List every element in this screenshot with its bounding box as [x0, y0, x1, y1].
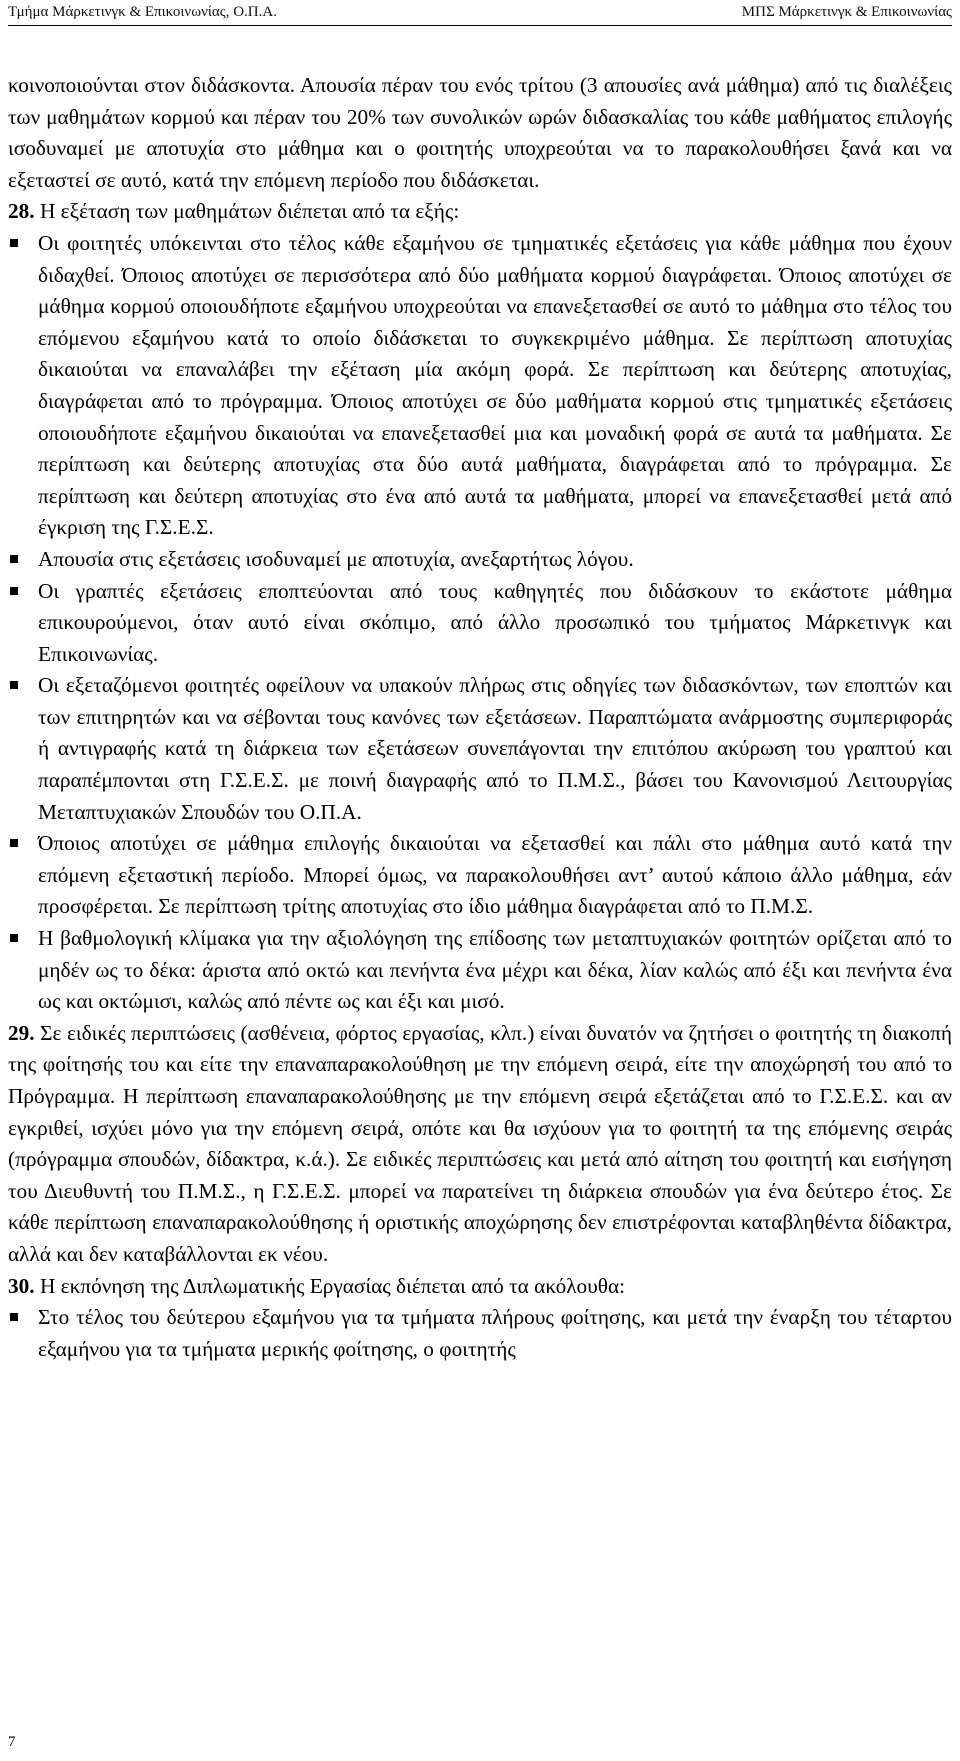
- bullet-icon: [10, 587, 18, 595]
- section-29-number: 29.: [8, 1020, 35, 1045]
- section-28-heading: [8, 196, 952, 228]
- list-item: [8, 923, 952, 1018]
- list-item: [8, 828, 952, 923]
- list-item: [8, 544, 952, 576]
- list-item-text: Οι γραπτές εξετάσεις εποπτεύονται από τους καθηγητές που διδάσκουν το εκάστοτε μάθημα επικουρούμενοι, όταν αυτό είναι σκόπιμο, από άλλο προσωπικό του τμήματος Μάρκετινγκ και Επικοινωνίας.: [38, 578, 952, 666]
- header-left: Τμήμα Μάρκετινγκ & Επικοινωνίας, Ο.Π.Α.: [8, 4, 277, 20]
- list-item: [8, 228, 952, 544]
- list-item-text: Στο τέλος του δεύτερου εξαμήνου για τα τμήματα πλήρους φοίτησης, και μετά την έναρξη του τέταρτου εξαμήνου για τα τμήματα μερικής φοίτησης, ο φοιτητής: [38, 1305, 952, 1361]
- bullet-icon: [10, 1313, 18, 1321]
- bullet-icon: [10, 681, 18, 689]
- bullet-icon: [10, 839, 18, 847]
- bullet-icon: [10, 555, 18, 563]
- section-30-heading: [8, 1271, 952, 1303]
- section-29-paragraph: [8, 1018, 952, 1271]
- header-rule: [8, 25, 952, 26]
- section-29-text: Σε ειδικές περιπτώσεις (ασθένεια, φόρτος εργασίας, κλπ.) είναι δυνατόν να ζητήσει ο φοιτητής τη διακοπή της φοίτησής του και είτε την επαναπαρακολούθηση με την επόμενη σειρά, είτε την αποχώρησή του από το Πρόγραμμα. Η περίπτωση επαναπαρακολούθησης με την επόμενη σειρά εξετάζεται από το Γ.Σ.Ε.Σ. και αν εγκριθεί, ισχύει μόνο για την επόμενη σειρά, οπότε και θα ισχύουν για το φοιτητή τα της επόμενης σειράς (πρόγραμμα σπουδών, δίδακτρα, κ.ά.). Σε ειδικές περιπτώσεις και μετά από αίτηση του φοιτητή και εισήγηση του Διευθυντή του Π.Μ.Σ., η Γ.Σ.Ε.Σ. μπορεί να παρατείνει τη διάρκεια σπουδών για ένα δεύτερο έτος. Σε κάθε περίπτωση επαναπαρακολούθησης ή οριστικής αποχώρησης δεν επιστρέφονται καταβληθέντα δίδακτρα, αλλά και δεν καταβάλλονται εκ νέου.: [8, 1020, 952, 1266]
- section-28-text: Η εξέταση των μαθημάτων διέπεται από τα εξής:: [39, 199, 460, 224]
- section-30-text: Η εκπόνηση της Διπλωματικής Εργασίας διέπεται από τα ακόλουθα:: [39, 1273, 626, 1298]
- section-30-number: 30.: [8, 1273, 35, 1298]
- intro-paragraph: κοινοποιούνται στον διδάσκοντα. Απουσία πέραν του ενός τρίτου (3 απουσίες ανά μάθημα) από τις διαλέξεις των μαθημάτων κορμού και πέραν του 20% των συνολικών ωρών διδασκαλίας του κάθε μαθήματος επιλογής ισοδυναμεί με αποτυχία στο μάθημα και ο φοιτητής υποχρεούται να το παρακολουθήσει ξανά και να εξεταστεί σε αυτό, κατά την επόμενη περίοδο που διδάσκεται.: [8, 73, 952, 192]
- page-number: 7: [8, 1734, 16, 1750]
- page-header: [8, 4, 952, 26]
- list-item-text: Οι φοιτητές υπόκεινται στο τέλος κάθε εξαμήνου σε τμηματικές εξετάσεις για κάθε μάθημα που έχουν διδαχθεί. Όποιος αποτύχει σε περισσότερα από δύο μαθήματα κορμού διαγράφεται. Όποιος αποτύχει σε μάθημα κορμού οποιουδήποτε εξαμήνου υποχρεούται να επανεξετασθεί σε αυτό το μάθημα στο τέλος του επόμενου εξαμήνου κατά το οποίο διδάσκεται το συγκεκριμένο μάθημα. Σε περίπτωση αποτυχίας δικαιούται να επαναλάβει την εξέταση μία ακόμη φορά. Σε περίπτωση και δεύτερης αποτυχίας, διαγράφεται από το πρόγραμμα. Όποιος αποτύχει σε δύο μαθήματα κορμού στις τμηματικές εξετάσεις οποιουδήποτε εξαμήνου δικαιούται να επανεξετασθεί μια και μοναδική φορά σε αυτά τα μαθήματα. Σε περίπτωση και δεύτερης αποτυχίας στα δύο αυτά μαθήματα, διαγράφεται από το πρόγραμμα. Σε περίπτωση και δεύτερη αποτυχίας στο ένα από αυτά τα μαθήματα, μπορεί να επανεξετασθεί μετά από έγκριση της Γ.Σ.Ε.Σ.: [38, 230, 952, 540]
- list-item: [8, 670, 952, 828]
- list-item: [8, 576, 952, 671]
- list-item-text: Οι εξεταζόμενοι φοιτητές οφείλουν να υπακούν πλήρως στις οδηγίες των διδασκόντων, των εποπτών και των επιτηρητών και να σέβονται τους κανόνες των εξετάσεων. Παραπτώματα ανάρμοστης συμπεριφοράς ή αντιγραφής κατά τη διάρκεια των εξετάσεων συνεπάγονται την επιτόπου ακύρωση του γραπτού και παραπέμπονται στη Γ.Σ.Ε.Σ. με ποινή διαγραφής από το Π.Μ.Σ., βάσει του Κανονισμού Λειτουργίας Μεταπτυχιακών Σπουδών του Ο.Π.Α.: [38, 673, 952, 824]
- list-item-text: Απουσία στις εξετάσεις ισοδυναμεί με αποτυχία, ανεξαρτήτως λόγου.: [38, 546, 634, 571]
- section-28-number: 28.: [8, 199, 35, 224]
- bullet-icon: [10, 239, 18, 247]
- document-body: [8, 70, 952, 1365]
- list-item: [8, 1302, 952, 1365]
- header-right: ΜΠΣ Μάρκετινγκ & Επικοινωνίας: [741, 4, 952, 20]
- list-item-text: Η βαθμολογική κλίμακα για την αξιολόγηση της επίδοσης των μεταπτυχιακών φοιτητών ορίζεται από το μηδέν ως το δέκα: άριστα από οκτώ και πενήντα ένα μέχρι και δέκα, λίαν καλώς από έξι και πενήντα ένα ως και οκτώμισι, καλώς από πέντε ως και έξι και μισό.: [38, 926, 952, 1014]
- bullet-icon: [10, 934, 18, 942]
- list-item-text: Όποιος αποτύχει σε μάθημα επιλογής δικαιούται να εξετασθεί και πάλι στο μάθημα αυτό κατά την επόμενη εξεταστική περίοδο. Μπορεί όμως, να παρακολουθήσει αντ’ αυτού κάποιο άλλο μάθημα, εάν προσφέρεται. Σε περίπτωση τρίτης αποτυχίας στο ίδιο μάθημα διαγράφεται από το Π.Μ.Σ.: [38, 831, 952, 919]
